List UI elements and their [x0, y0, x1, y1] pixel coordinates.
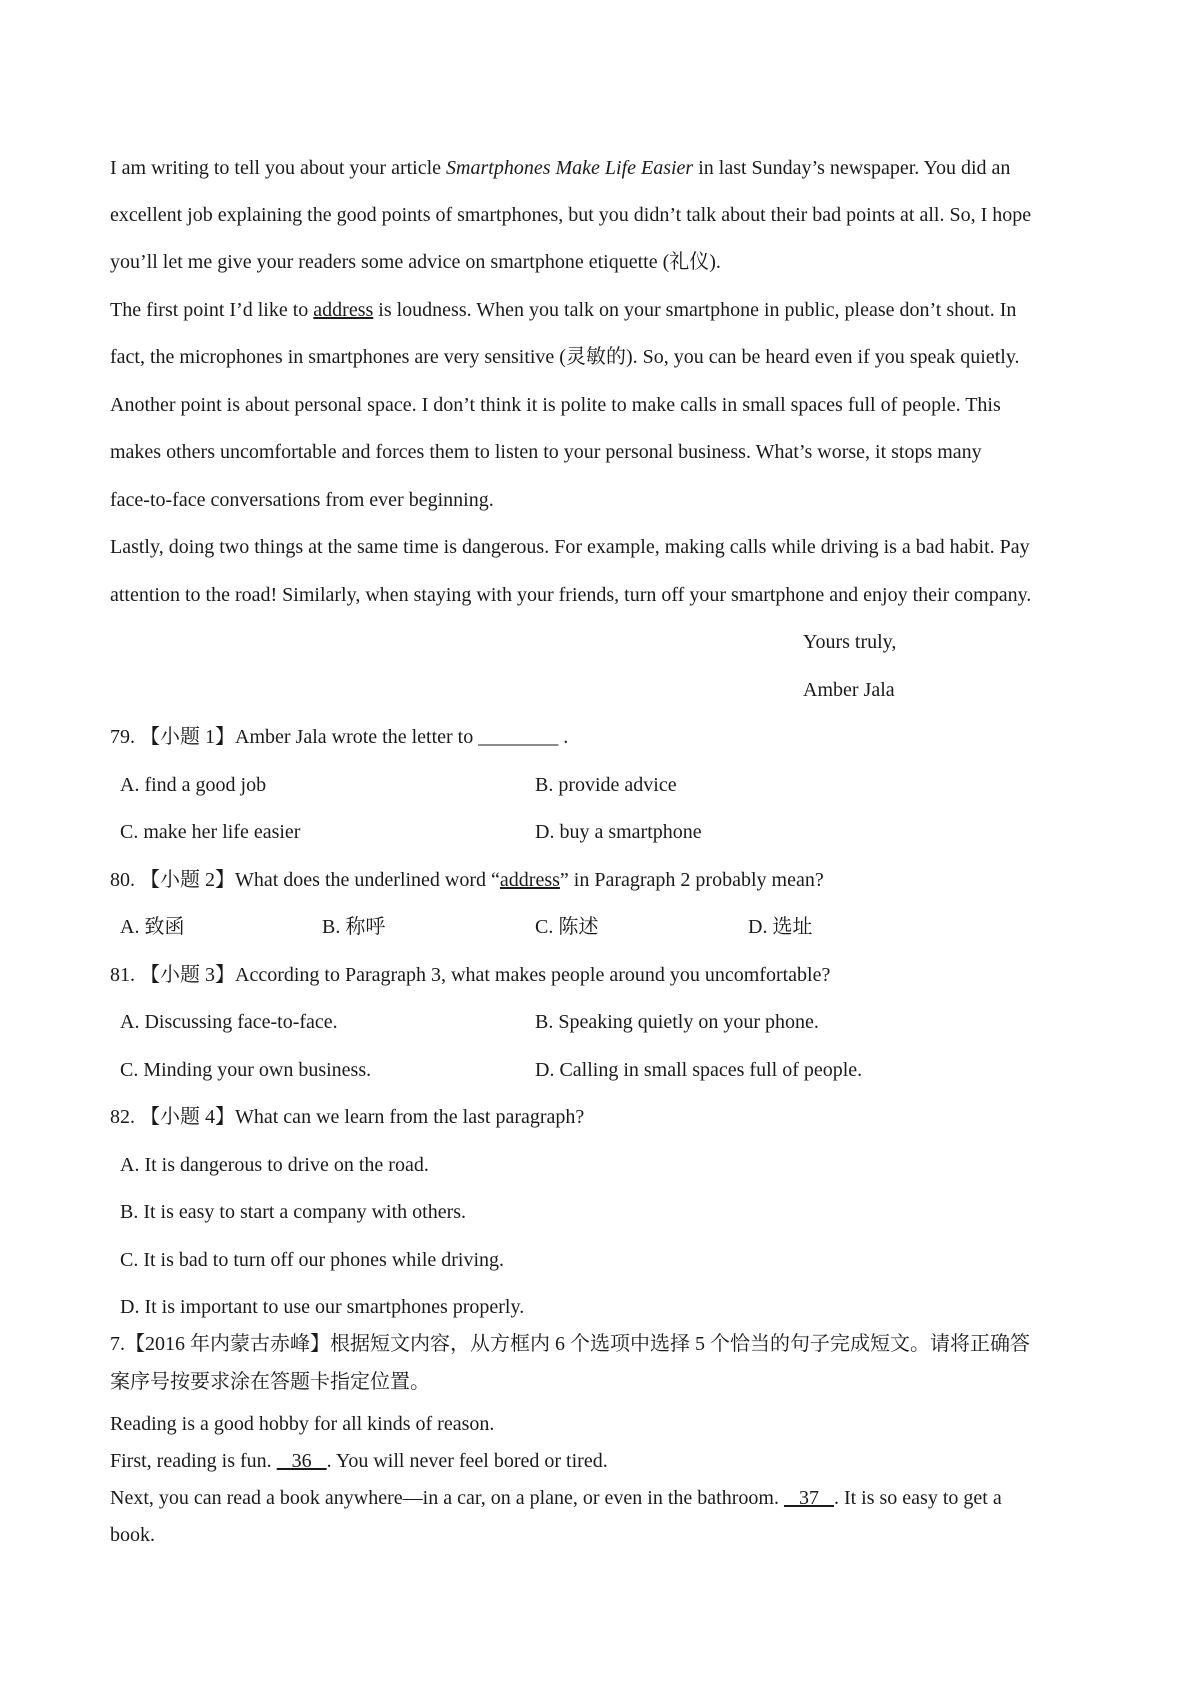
- article-title: Smartphones Make Life Easier: [446, 157, 694, 179]
- question-79-option-d[interactable]: D. buy a smartphone: [535, 821, 702, 843]
- question-81-option-c[interactable]: C. Minding your own business.: [120, 1059, 372, 1081]
- question-80-option-d[interactable]: D. 选址: [748, 916, 813, 938]
- question-80-option-a[interactable]: A. 致函: [120, 916, 185, 938]
- text-span: The first point I’d like to: [110, 299, 314, 321]
- letter-p1-line3: you’ll let me give your readers some advice on smartphone etiquette (礼仪).: [110, 251, 721, 273]
- question-82-option-d[interactable]: D. It is important to use our smartphones properly.: [120, 1296, 525, 1318]
- question-79-option-a[interactable]: A. find a good job: [120, 774, 267, 796]
- text-span: . It is so easy to get a: [833, 1487, 1002, 1509]
- section-7-intro-line1: 7.【2016 年内蒙古赤峰】根据短文内容，从方框内 6 个选项中选择 5 个恰当的句子完成短文。请将正确答: [110, 1333, 1030, 1355]
- question-82-option-a[interactable]: A. It is dangerous to drive on the road.: [120, 1154, 429, 1176]
- letter-p3-line1: Another point is about personal space. I don’t think it is polite to make calls in small spaces full of people. This: [110, 394, 1001, 416]
- question-80-option-c[interactable]: C. 陈述: [535, 916, 599, 938]
- section-7-text-line2: [110, 1449, 608, 1473]
- underlined-word: address: [313, 299, 374, 321]
- text-span: I am writing to tell you about your article: [110, 157, 447, 179]
- question-82-option-c[interactable]: C. It is bad to turn off our phones while driving.: [120, 1249, 505, 1271]
- letter-p2-line2: fact, the microphones in smartphones are very sensitive (灵敏的). So, you can be heard even if you speak quietly.: [110, 346, 1020, 368]
- section-7-text-line1: Reading is a good hobby for all kinds of reason.: [110, 1413, 495, 1435]
- question-80-option-b[interactable]: B. 称呼: [322, 916, 386, 938]
- blank-37[interactable]: 37: [783, 1487, 834, 1509]
- section-7-intro-line2: 案序号按要求涂在答题卡指定位置。: [110, 1371, 430, 1393]
- question-81-stem: 81. 【小题 3】According to Paragraph 3, what makes people around you uncomfortable?: [110, 964, 831, 986]
- letter-p1-line1: [110, 156, 1010, 180]
- text-span: First, reading is fun.: [110, 1450, 277, 1472]
- letter-p4-line2: attention to the road! Similarly, when staying with your friends, turn off your smartphone and enjoy their company.: [110, 584, 1032, 606]
- question-81-option-a[interactable]: A. Discussing face-to-face.: [120, 1011, 338, 1033]
- question-82-option-b[interactable]: B. It is easy to start a company with others.: [120, 1201, 467, 1223]
- text-span: 80. 【小题 2】What does the underlined word “: [110, 869, 500, 891]
- question-79-stem: 79. 【小题 1】Amber Jala wrote the letter to ________ .: [110, 726, 569, 748]
- text-span: ” in Paragraph 2 probably mean?: [559, 869, 824, 891]
- question-79-option-b[interactable]: B. provide advice: [535, 774, 677, 796]
- question-81-option-b[interactable]: B. Speaking quietly on your phone.: [535, 1011, 819, 1033]
- letter-p3-line3: face-to-face conversations from ever beginning.: [110, 489, 494, 511]
- question-79-option-c[interactable]: C. make her life easier: [120, 821, 301, 843]
- text-span: is loudness. When you talk on your smartphone in public, please don’t shout. In: [373, 299, 1017, 321]
- text-span: Next, you can read a book anywhere—in a car, on a plane, or even in the bathroom.: [110, 1487, 784, 1509]
- question-82-stem: 82. 【小题 4】What can we learn from the last paragraph?: [110, 1106, 585, 1128]
- blank-36[interactable]: 36: [276, 1450, 327, 1472]
- letter-closing: Yours truly,: [803, 631, 897, 653]
- underlined-word: address: [499, 869, 560, 891]
- section-7-text-line3: [110, 1486, 1002, 1510]
- question-81-option-d[interactable]: D. Calling in small spaces full of people.: [535, 1059, 863, 1081]
- question-80-stem: [110, 868, 824, 892]
- text-span: . You will never feel bored or tired.: [326, 1450, 608, 1472]
- text-span: in last Sunday’s newspaper. You did an: [693, 157, 1011, 179]
- letter-signature: Amber Jala: [803, 679, 895, 701]
- section-7-text-line4: book.: [110, 1524, 155, 1546]
- letter-p1-line2: excellent job explaining the good points of smartphones, but you didn’t talk about their bad points at all. So, I hope: [110, 204, 1032, 226]
- letter-p2-line1: [110, 298, 1016, 322]
- letter-p3-line2: makes others uncomfortable and forces them to listen to your personal business. What’s worse, it stops many: [110, 441, 982, 463]
- letter-p4-line1: Lastly, doing two things at the same time is dangerous. For example, making calls while driving is a bad habit. Pay: [110, 536, 1030, 558]
